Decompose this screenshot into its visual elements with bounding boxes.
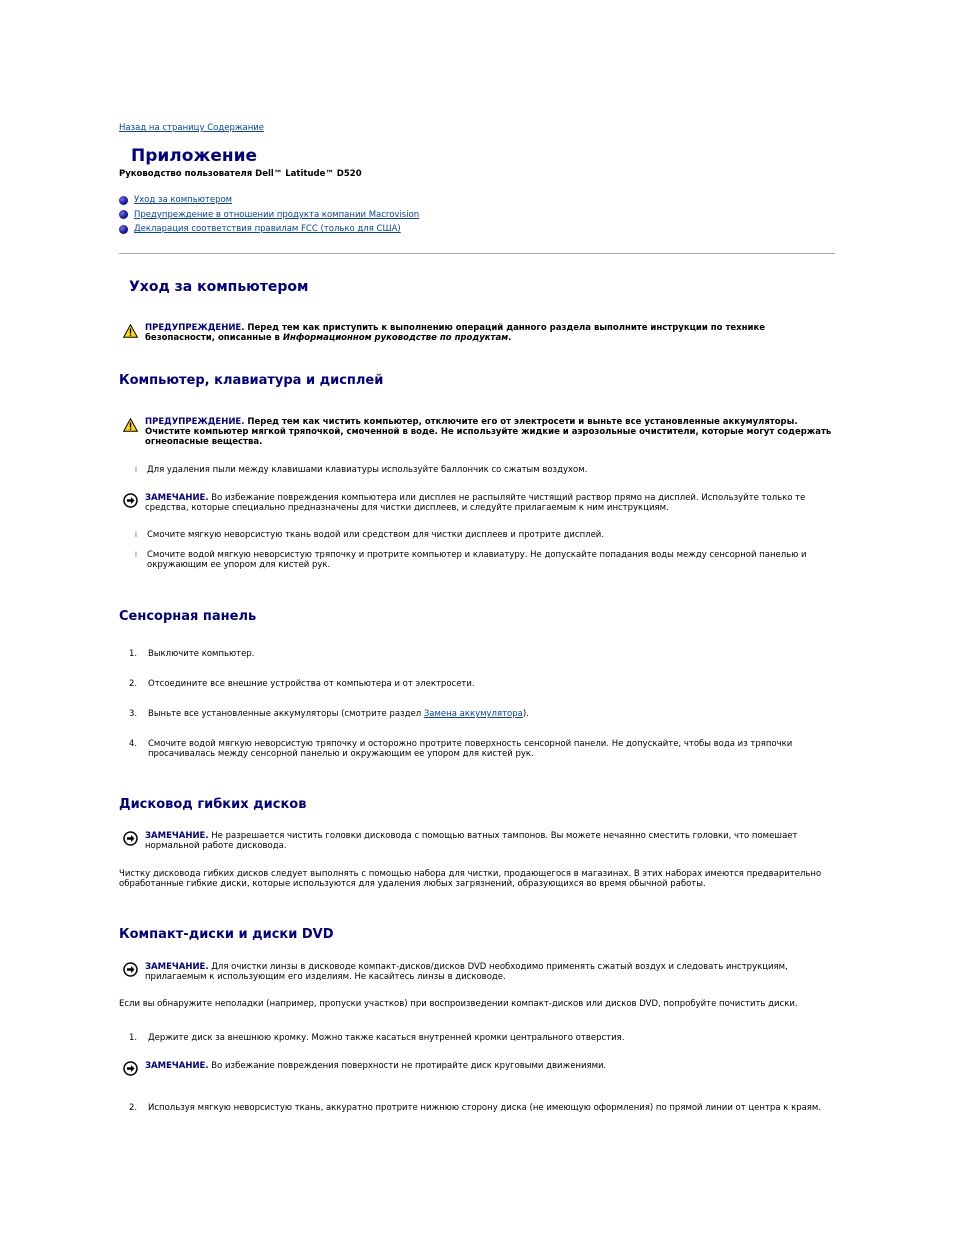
list-item-text: Смочите водой мягкую неворсистую тряпочку и протрите компьютер и клавиатуру. Не допускайте попадания воды между сенсорной панелью и окружающим ее упором для кистей рук. (147, 550, 807, 570)
step-item (129, 1103, 835, 1113)
step-text: Смочите водой мягкую неворсистую тряпочку и осторожно протрите поверхность сенсорной панели. Не допускайте, чтобы вода из тряпочки просачивалась между сенсорной панелью и окружающим ее упором для кистей рук. (148, 739, 793, 759)
page-subtitle: Руководство пользователя Dell™ Latitude™ D520 (119, 169, 362, 179)
warning-safety (123, 323, 835, 343)
paragraph-floppy: Чистку дисковода гибких дисков следует выполнять с помощью набора для чистки, продающегося в магазинах. В этих наборах имеются предварительно обработанные гибкие диски, которые используются для удаления любых загрязнений, образующихся во время обычной работы. (119, 869, 822, 889)
note-display (123, 493, 835, 513)
toc-link-fcc[interactable]: Декларация соответствия правилам FCC (только для США) (134, 224, 401, 235)
list-item-text: Смочите мягкую неворсистую ткань водой или средством для чистки дисплеев и протрите дисплей. (147, 530, 605, 540)
warning-end: . (508, 333, 512, 343)
warning-doc-title: Информационном руководстве по продуктам (282, 333, 509, 343)
step-text: Выньте все установленные аккумуляторы (смотрите раздел Замена аккумулятора). (148, 709, 529, 719)
step-number: 2. (129, 679, 138, 689)
step-number: 1. (129, 649, 138, 659)
note-label: ЗАМЕЧАНИЕ. (145, 493, 209, 503)
paragraph-cd: Если вы обнаружите неполадки (например, пропуски участков) при воспроизведении компакт-дисков или дисков DVD, попробуйте почистить диски. (119, 999, 798, 1009)
list-item (135, 550, 835, 570)
notice-icon (123, 831, 139, 851)
warning-label: ПРЕДУПРЕЖДЕНИЕ. (145, 323, 245, 333)
notice-icon (123, 1061, 139, 1080)
toc-link-care[interactable]: Уход за компьютером (134, 195, 233, 206)
list-marker: l (135, 551, 137, 559)
list-item (135, 530, 835, 540)
note-text: Во избежание повреждения компьютера или дисплея не распыляйте чистящий раствор прямо на дисплей. Используйте только те средства, которые специально предназначены для чистки дисплеев, и следуйте прилагаемым к ним инструкциям. (145, 493, 806, 513)
step-number: 2. (129, 1103, 138, 1113)
section-heading-care: Уход за компьютером (129, 279, 309, 295)
notice-icon (123, 962, 139, 982)
step-text: Отсоедините все внешние устройства от компьютера и от электросети. (148, 679, 475, 689)
list-marker: l (135, 466, 137, 474)
note-label: ЗАМЕЧАНИЕ. (145, 831, 209, 841)
divider (119, 253, 835, 254)
note-text: Во избежание повреждения поверхности не протирайте диск круговыми движениями. (208, 1061, 607, 1071)
toc-item (119, 222, 419, 237)
step-text: Держите диск за внешнюю кромку. Можно также касаться внутренней кромки центрального отверстия. (148, 1033, 625, 1043)
toc-link-macrovision[interactable]: Предупреждение в отношении продукта компании Macrovision (134, 209, 420, 220)
note-cd-circular (123, 1061, 835, 1080)
note-cd-lens (123, 962, 835, 982)
section-heading-keyboard: Компьютер, клавиатура и дисплей (119, 373, 384, 388)
list-item (135, 465, 835, 475)
step-number: 3. (129, 709, 138, 719)
section-heading-touchpad: Сенсорная панель (119, 609, 257, 624)
bullet-icon (119, 210, 128, 219)
step-number: 4. (129, 739, 138, 749)
note-label: ЗАМЕЧАНИЕ. (145, 1061, 209, 1071)
section-heading-floppy: Дисковод гибких дисков (119, 797, 307, 812)
warning-cleaning (123, 417, 835, 447)
toc-item (119, 208, 419, 223)
note-floppy (123, 831, 835, 851)
step-text: Выключите компьютер. (148, 649, 255, 659)
note-text: Для очистки линзы в дисководе компакт-дисков/дисков DVD необходимо применять сжатый воздух и следовать инструкциям, прилагаемым к использующим его изделиям. Не касайтесь линзы в дисководе. (145, 962, 788, 982)
toc-item (119, 193, 419, 208)
note-label: ЗАМЕЧАНИЕ. (145, 962, 209, 972)
step-text: Используя мягкую неворсистую ткань, аккуратно протрите нижнюю сторону диска (не имеющую оформления) по прямой линии от центра к краям. (148, 1103, 822, 1113)
bullet-icon (119, 225, 128, 234)
list-marker: l (135, 531, 137, 539)
list-item-text: Для удаления пыли между клавишами клавиатуры используйте баллончик со сжатым воздухом. (147, 465, 588, 475)
warning-icon (123, 417, 139, 447)
step-item (129, 1033, 835, 1043)
page-title: Приложение (131, 146, 258, 166)
notice-icon (123, 493, 139, 513)
warning-text: Перед тем как приступить к выполнению операций данного раздела выполните инструкции по технике безопасности, описанные в (145, 323, 765, 343)
step-item (129, 649, 835, 659)
warning-label: ПРЕДУПРЕЖДЕНИЕ. (145, 417, 245, 427)
note-text: Не разрешается чистить головки дисковода с помощью ватных тампонов. Вы можете нечаянно сместить головки, что помешает нормальной работе дисковода. (145, 831, 798, 851)
replace-battery-link[interactable]: Замена аккумулятора (423, 709, 523, 719)
warning-icon (123, 323, 139, 343)
step-number: 1. (129, 1033, 138, 1043)
step-item (129, 739, 835, 759)
section-heading-cd: Компакт-диски и диски DVD (119, 927, 334, 942)
back-to-contents-link[interactable]: Назад на страницу Содержание (119, 123, 265, 133)
step-item (129, 709, 835, 719)
table-of-contents (119, 193, 419, 237)
step-item (129, 679, 835, 689)
warning-text: Перед тем как чистить компьютер, отключите его от электросети и выньте все установленные аккумуляторы. Очистите компьютер мягкой тряпочкой, смоченной в воде. Не используйте жидкие и аэрозольные очистители, которые могут содержать огнеопасные вещества. (145, 417, 832, 447)
bullet-icon (119, 196, 128, 205)
